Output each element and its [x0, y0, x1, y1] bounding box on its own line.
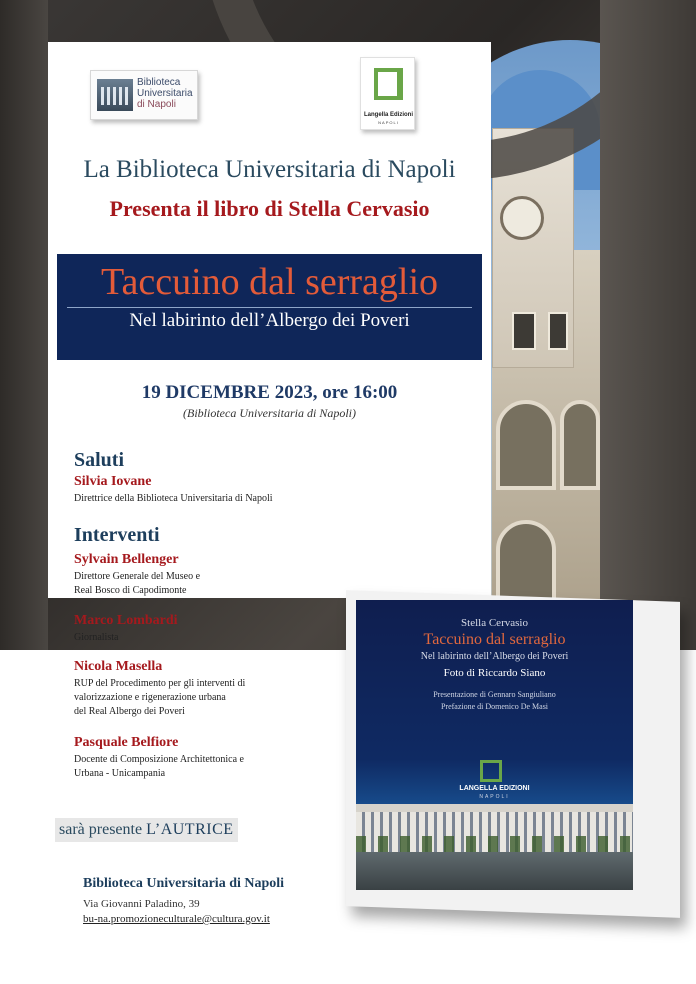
speaker-name: Silvia Iovane	[74, 474, 152, 489]
logo-line: di Napoli	[137, 99, 176, 110]
event-venue: (Biblioteca Universitaria di Napoli)	[183, 406, 356, 420]
book-cover	[356, 600, 633, 890]
cover-publisher: LANGELLA EDIZIONI	[459, 785, 530, 792]
publisher-logo-city: NAPOLI	[378, 120, 399, 125]
speaker-name: Marco Lombardi	[74, 613, 178, 628]
cover-publisher-square-icon	[480, 760, 502, 782]
logo-line: Biblioteca	[137, 77, 181, 88]
cover-presentation: Presentazione di Gennaro Sangiuliano	[433, 690, 556, 699]
cover-street	[356, 852, 633, 890]
library-building-icon	[97, 79, 133, 111]
author-present-note	[55, 818, 238, 842]
speaker-role: Docente di Composizione Architettonica e	[74, 754, 244, 765]
stone-pillar-right	[600, 0, 696, 650]
speaker-role: del Real Albergo dei Poveri	[74, 706, 185, 717]
speaker-role: Urbana - Unicampania	[74, 768, 166, 779]
section-heading-saluti: Saluti	[74, 449, 125, 471]
cover-preface: Prefazione di Domenico De Masi	[440, 702, 549, 711]
cover-author: Stella Cervasio	[461, 617, 528, 629]
speaker-role: valorizzazione e rigenerazione urbana	[74, 692, 226, 703]
speaker-name: Sylvain Bellenger	[74, 552, 179, 567]
tower-window	[512, 312, 536, 350]
logo-line: Universitaria	[137, 88, 193, 99]
title-banner	[57, 254, 482, 360]
footer-email-link[interactable]: bu-na.promozioneculturale@cultura.gov.it	[83, 913, 270, 925]
event-date: 19 DICEMBRE 2023, ore 16:00	[141, 382, 398, 403]
speaker-role: Giornalista	[74, 632, 119, 643]
book-subtitle: Nel labirinto dell’Albergo dei Poveri	[129, 310, 410, 331]
speaker-role: RUP del Procedimento per gli interventi di	[74, 678, 246, 689]
cover-subtitle: Nel labirinto dell’Albergo dei Poveri	[420, 651, 569, 662]
speaker-role: Direttore Generale del Museo e	[74, 571, 201, 582]
speaker-role: Real Bosco di Capodimonte	[74, 585, 187, 596]
cover-city: NAPOLI	[479, 794, 510, 800]
arcade-arch	[560, 400, 600, 490]
divider	[67, 307, 472, 308]
stone-pillar-left	[0, 0, 48, 650]
publisher-logo-name: Langella Edizioni	[363, 112, 413, 118]
publisher-logo	[360, 57, 415, 130]
speaker-name: Pasquale Belfiore	[74, 735, 179, 750]
arcade-arch	[496, 400, 556, 490]
author-note-who: L’AUTRICE	[146, 821, 234, 838]
footer-institution: Biblioteca Universitaria di Napoli	[83, 876, 285, 891]
speaker-name: Nicola Masella	[74, 659, 163, 674]
publisher-square-icon	[374, 68, 403, 100]
biblioteca-logo	[90, 70, 198, 120]
cover-title: Taccuino dal serraglio	[423, 631, 566, 648]
tower-window	[548, 312, 568, 350]
speaker-role: Direttrice della Biblioteca Universitaria di Napoli	[74, 493, 273, 504]
clock-face	[500, 196, 544, 240]
presents-line: Presenta il libro di Stella Cervasio	[109, 196, 430, 221]
book-title: Taccuino dal serraglio	[100, 261, 439, 303]
headline: La Biblioteca Universitaria di Napoli	[83, 156, 456, 183]
footer-address: Via Giovanni Paladino, 39	[83, 898, 200, 910]
author-note-prefix: sarà presente	[59, 821, 143, 838]
section-heading-interventi: Interventi	[74, 524, 160, 546]
cover-photo-credit: Foto di Riccardo Siano	[443, 667, 546, 679]
